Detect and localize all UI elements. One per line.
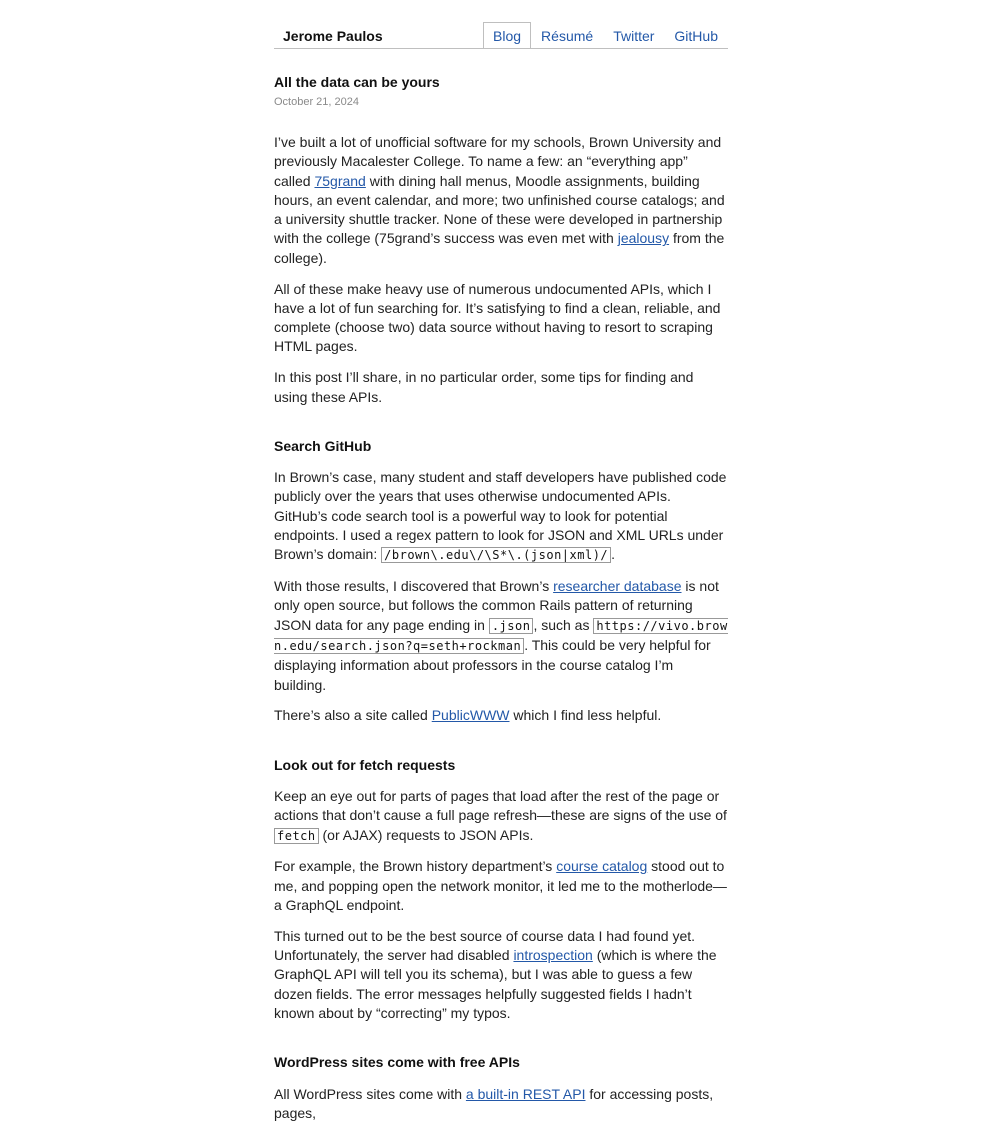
nav-resume[interactable]: Résumé: [541, 28, 594, 44]
paragraph: I’ve built a lot of unofficial software for my schools, Brown University and previously Macalester College. To name a few: an “everything app” called 75grand with dining hall menus, Moodle assignments, building hours, an event calendar, and more; two unfinished course catalogs; and a university shuttle tracker. None of these were developed in partnership with the college (75grand’s success was even met with jealousy from the college).: [274, 134, 725, 266]
paragraph: All WordPress sites come with a built-in REST API for accessing posts, pages,: [274, 1085, 714, 1121]
link-jealousy[interactable]: jealousy: [617, 230, 670, 247]
post-title: All the data can be yours: [274, 74, 440, 90]
main-nav: [483, 22, 728, 49]
code-regex: /brown\.edu\/\S*\.(json|xml)/: [381, 547, 611, 563]
nav-github[interactable]: GitHub: [674, 28, 718, 44]
post-date: October 21, 2024: [274, 96, 360, 108]
paragraph: All of these make heavy use of numerous undocumented APIs, which I have a lot of fun searching for. It’s satisfying to find a clean, reliable, and complete (choose two) data source without having to resort to scraping HTML pages.: [274, 280, 721, 355]
code-fetch: fetch: [274, 828, 319, 844]
paragraph: Keep an eye out for parts of pages that load after the rest of the page or actions that don’t cause a full page refresh—these are signs of the use of fetch (or AJAX) requests to JSON APIs.: [274, 788, 727, 843]
section-heading-search-github: Search GitHub: [274, 437, 372, 454]
code-json-ext: .json: [489, 618, 534, 634]
nav-twitter[interactable]: Twitter: [613, 28, 655, 44]
paragraph: For example, the Brown history department’s course catalog stood out to me, and popping open the network monitor, it led me to the motherlode—a GraphQL endpoint.: [274, 858, 727, 913]
site-name[interactable]: Jerome Paulos: [283, 28, 383, 44]
paragraph: With those results, I discovered that Brown’s researcher database is not only open source, but follows the common Rails pattern of returning JSON data for any page ending in .json , such as https://vivo.brown.edu/search.json?q=seth+rockman . This could be very helpful for displaying information about professors in the course catalog I’m building.: [274, 578, 728, 693]
link-75grand[interactable]: 75grand: [314, 172, 366, 189]
code-example-url: https://vivo.brown.edu/search.json?q=seth+rockman: [274, 618, 728, 654]
paragraph: In this post I’ll share, in no particular order, some tips for finding and using these APIs.: [274, 369, 694, 405]
site-header: [274, 22, 728, 49]
link-course-catalog[interactable]: course catalog: [556, 858, 648, 875]
paragraph: In Brown’s case, many student and staff developers have published code publicly over the years that uses otherwise undocumented APIs. GitHub’s code search tool is a powerful way to look for potential endpoints. I used a regex pattern to look for JSON and XML URLs under Brown’s domain: /brown\.edu\/\S*\.(json|xml)/ .: [274, 469, 727, 563]
page-container: [274, 22, 728, 1135]
link-rest-api[interactable]: a built-in REST API: [465, 1085, 586, 1102]
paragraph: This turned out to be the best source of course data I had found yet. Unfortunately, the server had disabled introspection (which is where the GraphQL API will tell you its schema), but I was able to guess a few dozen fields. The error messages helpfully suggested fields I hadn’t known about by “correcting” my typos.: [274, 927, 717, 1021]
section-heading-wordpress: WordPress sites come with free APIs: [274, 1054, 520, 1071]
link-introspection[interactable]: introspection: [513, 947, 593, 964]
paragraph: There’s also a site called PublicWWW which I find less helpful.: [274, 707, 662, 724]
link-publicwww[interactable]: PublicWWW: [431, 707, 510, 724]
post-body: [274, 133, 728, 1123]
link-researcher-database[interactable]: researcher database: [553, 578, 682, 595]
section-heading-fetch-requests: Look out for fetch requests: [274, 756, 456, 773]
nav-blog[interactable]: Blog: [483, 22, 531, 48]
